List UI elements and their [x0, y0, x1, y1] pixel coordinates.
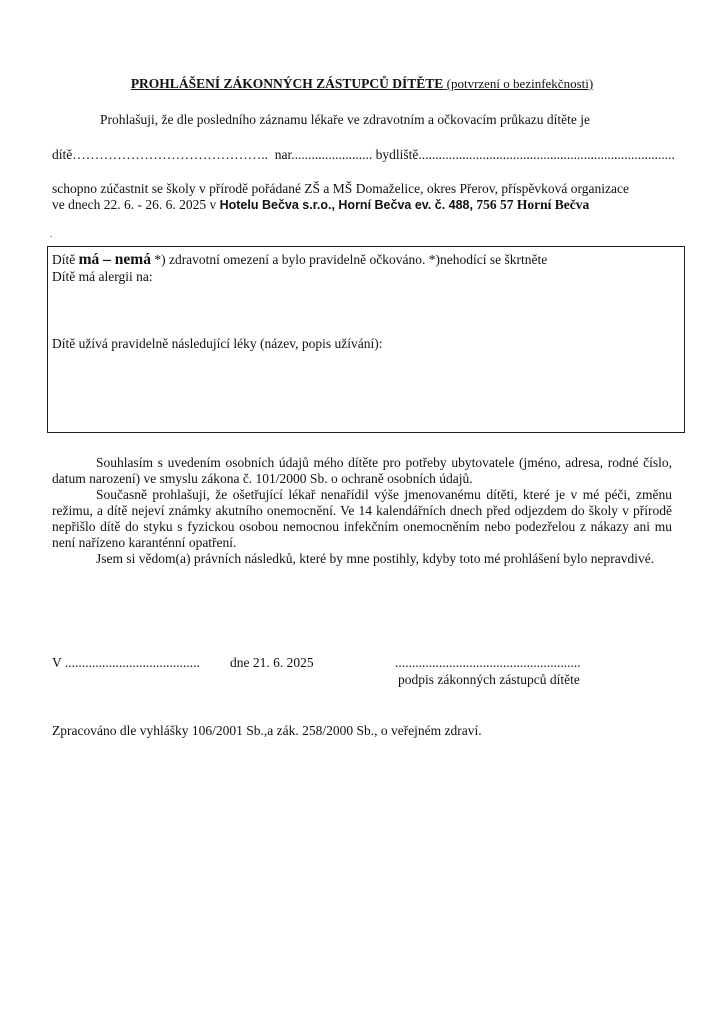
document-title [0, 76, 724, 92]
birth-date-field[interactable]: ........................ [291, 147, 373, 162]
hotel-name: Hotelu Bečva s.r.o., Horní Bečva ev. č. 488, [219, 198, 473, 212]
allergy-label: Dítě má alergii na: [52, 269, 153, 284]
child-name-field[interactable]: …………………………………….. [72, 147, 268, 162]
signature-label: podpis zákonných zástupců dítěte [398, 672, 580, 687]
intro-text: Prohlašuji, že dle posledního záznamu lékaře ve zdravotním a očkovacím průkazu dítěte je [100, 112, 590, 127]
health-status-line [52, 251, 547, 269]
address-field[interactable]: ............................................................................ [418, 147, 675, 162]
child-label: dítě [52, 147, 73, 162]
able-text-line2 [52, 197, 589, 213]
declaration-paragraph: Současně prohlašuji, že ošetřující lékař nenařídil výše jmenovanému dítěti, které je v mé péči, změnu režimu, a dítě nejeví známky akutního onemocnění. Ve 14 kalendářních dnech před odjezdem do školy v přírodě nepřišlo dítě do styku s fyzickou osobou nemocnou infekčním onemocněním nebo podezřelou z nákazy ani mu není nařízeno karanténní opatření. [52, 487, 672, 550]
signature-place-field[interactable]: V ........................................ [52, 655, 200, 670]
ma-nema-choice[interactable]: má – nemá [78, 251, 151, 268]
signature-line[interactable]: ....................................................... [395, 655, 581, 670]
health-rest-text: *) zdravotní omezení a bylo pravidelně očkováno. *)nehodící se škrtněte [154, 252, 548, 267]
signature-date: dne 21. 6. 2025 [230, 655, 314, 670]
child-word: Dítě [52, 252, 76, 267]
dates-text: ve dnech 22. 6. - 26. 6. 2025 v [52, 197, 217, 212]
able-text-line1: schopno zúčastnit se školy v přírodě pořádané ZŠ a MŠ Domaželice, okres Přerov, příspěvková organizace [52, 181, 629, 196]
stray-dot: . [50, 229, 53, 239]
address-label: bydliště [375, 147, 419, 162]
consent-paragraph: Souhlasím s uvedením osobních údajů mého dítěte pro potřeby ubytovatele (jméno, adresa, rodné číslo, datum narození) ve smyslu zákona č. 101/2000 Sb. o ochraně osobních údajů. [52, 455, 672, 486]
hotel-place: 756 57 Horní Bečva [476, 197, 590, 212]
child-info-row [52, 147, 675, 163]
title-main: PROHLÁŠENÍ ZÁKONNÝCH ZÁSTUPCŮ DÍTĚTE [130, 76, 444, 91]
medicine-label: Dítě užívá pravidelně následující léky (název, popis užívání): [52, 336, 383, 351]
legal-footer: Zpracováno dle vyhlášky 106/2001 Sb.,a zák. 258/2000 Sb., o veřejném zdraví. [52, 723, 482, 738]
title-subtitle: (potvrzení o bezinfekčnosti) [446, 76, 594, 91]
health-info-box [47, 246, 685, 433]
birth-label: nar [274, 147, 292, 162]
legal-awareness-paragraph: Jsem si vědom(a) právních následků, které by mne postihly, kdyby toto mé prohlášení bylo nepravdivé. [96, 551, 655, 566]
